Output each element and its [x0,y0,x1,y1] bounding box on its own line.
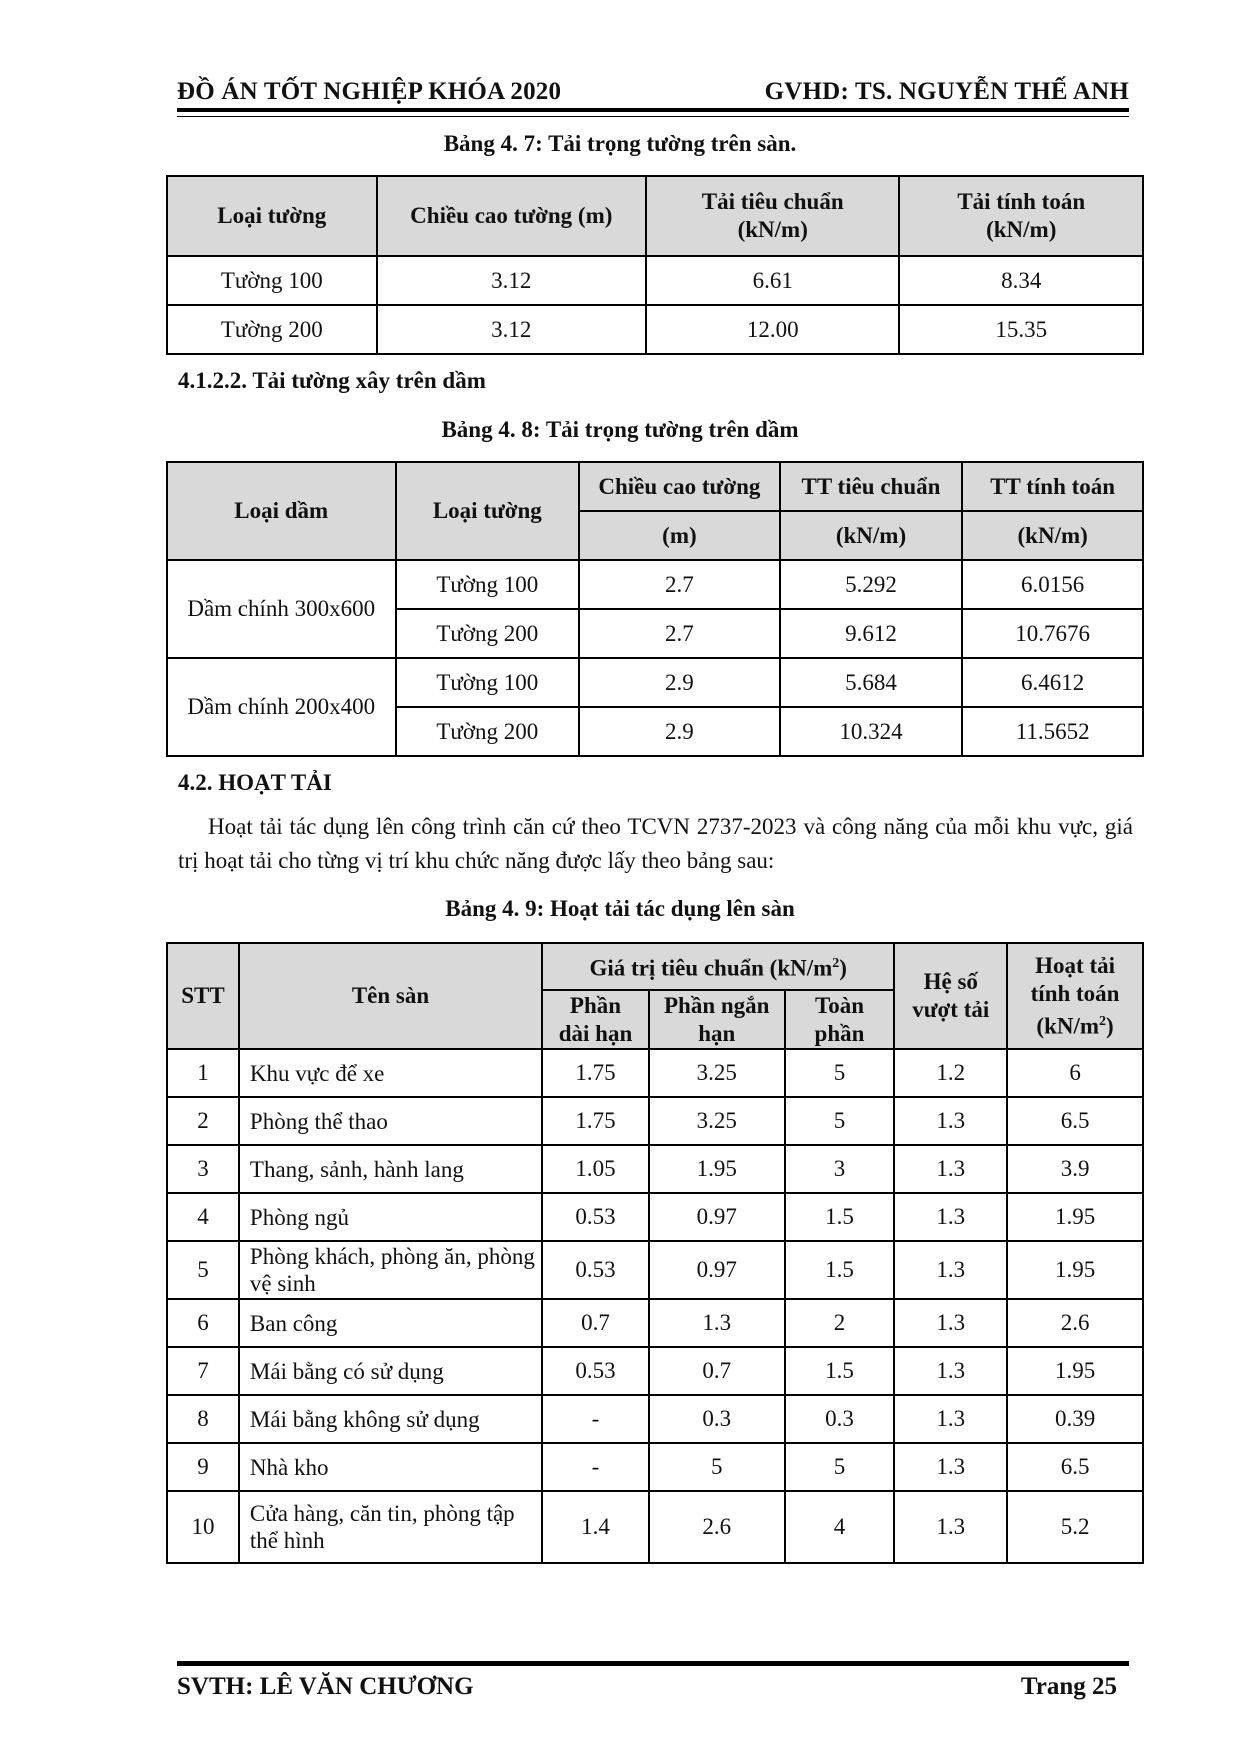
cell: 0.39 [1007,1395,1143,1443]
section-heading-4-2: 4.2. HOẠT TẢI [178,770,332,795]
footer-rule [177,1661,1129,1666]
cell: 5.684 [780,658,963,707]
cell: 1.3 [894,1097,1007,1145]
cell: 6.4612 [962,658,1143,707]
cell: 8.34 [899,256,1143,305]
cell: Tường 200 [396,609,580,658]
col-beam-type: Loại dầm [167,462,396,560]
header-rule-thin [177,116,1129,117]
floor-name-cell: Thang, sảnh, hành lang [239,1145,542,1193]
cell: 1.3 [894,1193,1007,1241]
col-group-standard: Giá trị tiêu chuẩn $(kN/m^2)$ [542,943,894,990]
cell: 6.61 [646,256,899,305]
table-row [167,1347,1143,1395]
col-wall-type: Loại tường [167,176,377,256]
cell: 5.2 [1007,1491,1143,1563]
footer-student: SVTH: LÊ VĂN CHƯƠNG [177,1673,474,1700]
col-wall-height: Chiều cao tường (m) [377,176,646,256]
cell: 2.6 [1007,1299,1143,1347]
col-total: Toàn phần [785,990,895,1049]
cell: 3.25 [649,1097,785,1145]
cell: 3 [785,1145,895,1193]
body-paragraph: Hoạt tải tác dụng lên công trình căn cứ theo TCVN 2737-2023 và công năng của mỗi khu vực, giá trị hoạt tải cho từng vị trí khu chức năng được lấy theo bảng sau: [178,814,1133,873]
cell: - [542,1443,649,1491]
page-footer [177,1661,1129,1701]
cell: 2.9 [579,658,780,707]
cell: 0.53 [542,1347,649,1395]
beam-cell: Dầm chính 300x600 [167,560,396,658]
cell: Tường 100 [396,560,580,609]
table-row [167,1097,1143,1145]
cell: 1.3 [894,1395,1007,1443]
table-4-9 [166,942,1144,1564]
col-stt: STT [167,943,239,1049]
cell: 0.53 [542,1241,649,1299]
cell: 2.7 [579,609,780,658]
cell: 1.3 [894,1443,1007,1491]
cell: 1.3 [894,1241,1007,1299]
table-4-8-caption: Bảng 4. 8: Tải trọng tường trên dầm [441,417,799,442]
beam-cell: Dầm chính 200x400 [167,658,396,756]
cell: 12.00 [646,305,899,354]
cell: 0.7 [542,1299,649,1347]
cell: 9 [167,1443,239,1491]
cell: 0.7 [649,1347,785,1395]
col-std-load: TT tiêu chuẩn [780,462,963,511]
cell: 1.95 [1007,1241,1143,1299]
cell: 4 [167,1193,239,1241]
cell: 3.12 [377,256,646,305]
cell: 10.324 [780,707,963,756]
col-std-load: Tải tiêu chuẩn (kN/m) [646,176,899,256]
floor-name-cell: Mái bằng có sử dụng [239,1347,542,1395]
section-heading-4-1-2-2: 4.1.2.2. Tải tường xây trên dầm [178,368,486,393]
cell: 3.9 [1007,1145,1143,1193]
cell: 1.5 [785,1241,895,1299]
cell: 8 [167,1395,239,1443]
cell: 15.35 [899,305,1143,354]
table-row [167,256,1143,305]
table-row [167,1049,1143,1097]
cell: - [542,1395,649,1443]
col-long-term: Phần dài hạn [542,990,649,1049]
table-row [167,1491,1143,1563]
cell: 1.4 [542,1491,649,1563]
header-project-title: ĐỒ ÁN TỐT NGHIỆP KHÓA 2020 [177,78,562,105]
header-rule [177,108,1129,112]
cell: 1.95 [1007,1193,1143,1241]
cell: 0.3 [785,1395,895,1443]
table-row [167,560,1143,609]
cell: 5 [785,1049,895,1097]
table-4-8 [166,461,1144,757]
floor-name-cell: Nhà kho [239,1443,542,1491]
table-4-7-caption: Bảng 4. 7: Tải trọng tường trên sàn. [443,131,797,156]
cell: 1.5 [785,1193,895,1241]
col-wall-height: Chiều cao tường [579,462,780,511]
cell: 6.5 [1007,1443,1143,1491]
cell: 5 [167,1241,239,1299]
unit-kn-m: (kN/m) [780,511,963,560]
cell: 6.5 [1007,1097,1143,1145]
table-4-9-body [167,1049,1143,1563]
cell: 2.9 [579,707,780,756]
cell: 3.12 [377,305,646,354]
header-supervisor: GVHD: TS. NGUYỄN THẾ ANH [764,78,1129,105]
cell: Tường 200 [167,305,377,354]
table-row [167,1395,1143,1443]
cell: 5.292 [780,560,963,609]
cell: 0.97 [649,1241,785,1299]
floor-name-cell: Phòng khách, phòng ăn, phòng vệ sinh [239,1241,542,1299]
cell: 1.75 [542,1049,649,1097]
col-design-live-load: Hoạt tải tính toán $(kN/m^2)$ [1007,943,1143,1049]
table-row [167,658,1143,707]
cell: 4 [785,1491,895,1563]
table-4-9-caption: Bảng 4. 9: Hoạt tải tác dụng lên sàn [445,896,795,921]
cell: 1.3 [894,1299,1007,1347]
cell: 1.75 [542,1097,649,1145]
cell: 1.95 [649,1145,785,1193]
table-4-7 [166,175,1144,355]
cell: 1.3 [894,1145,1007,1193]
cell: 9.612 [780,609,963,658]
cell: 7 [167,1347,239,1395]
cell: Tường 200 [396,707,580,756]
table-row [167,1145,1143,1193]
floor-name-cell: Phòng ngủ [239,1193,542,1241]
cell: 11.5652 [962,707,1143,756]
table-row [167,305,1143,354]
cell: 10 [167,1491,239,1563]
col-load-factor: Hệ số vượt tải [894,943,1007,1049]
cell: 5 [649,1443,785,1491]
floor-name-cell: Mái bằng không sử dụng [239,1395,542,1443]
cell: 1.95 [1007,1347,1143,1395]
cell: Tường 100 [167,256,377,305]
cell: 3.25 [649,1049,785,1097]
cell: 2 [785,1299,895,1347]
cell: 5 [785,1097,895,1145]
cell: Tường 100 [396,658,580,707]
cell: 1 [167,1049,239,1097]
cell: 1.3 [649,1299,785,1347]
cell: 2 [167,1097,239,1145]
cell: 6 [1007,1049,1143,1097]
unit-kn-m: (kN/m) [962,511,1143,560]
floor-name-cell: Phòng thể thao [239,1097,542,1145]
floor-name-cell: Cửa hàng, căn tin, phòng tập thể hình [239,1491,542,1563]
table-row [167,1193,1143,1241]
cell: 0.3 [649,1395,785,1443]
table-row [167,1443,1143,1491]
col-design-load: TT tính toán [962,462,1143,511]
cell: 1.2 [894,1049,1007,1097]
cell: 2.7 [579,560,780,609]
cell: 6 [167,1299,239,1347]
cell: 0.97 [649,1193,785,1241]
cell: 5 [785,1443,895,1491]
cell: 1.05 [542,1145,649,1193]
page-header [177,72,1129,112]
page-number: Trang 25 [1020,1673,1117,1700]
cell: 1.3 [894,1347,1007,1395]
col-wall-type: Loại tường [396,462,580,560]
cell: 10.7676 [962,609,1143,658]
unit-m: (m) [579,511,780,560]
cell: 3 [167,1145,239,1193]
cell: 0.53 [542,1193,649,1241]
cell: 1.5 [785,1347,895,1395]
col-short-term: Phần ngắn hạn [649,990,785,1049]
table-row [167,1241,1143,1299]
cell: 2.6 [649,1491,785,1563]
cell: 6.0156 [962,560,1143,609]
table-row [167,1299,1143,1347]
cell: 1.3 [894,1491,1007,1563]
floor-name-cell: Ban công [239,1299,542,1347]
col-floor-name: Tên sàn [239,943,542,1049]
col-design-load: Tải tính toán (kN/m) [899,176,1143,256]
floor-name-cell: Khu vực để xe [239,1049,542,1097]
